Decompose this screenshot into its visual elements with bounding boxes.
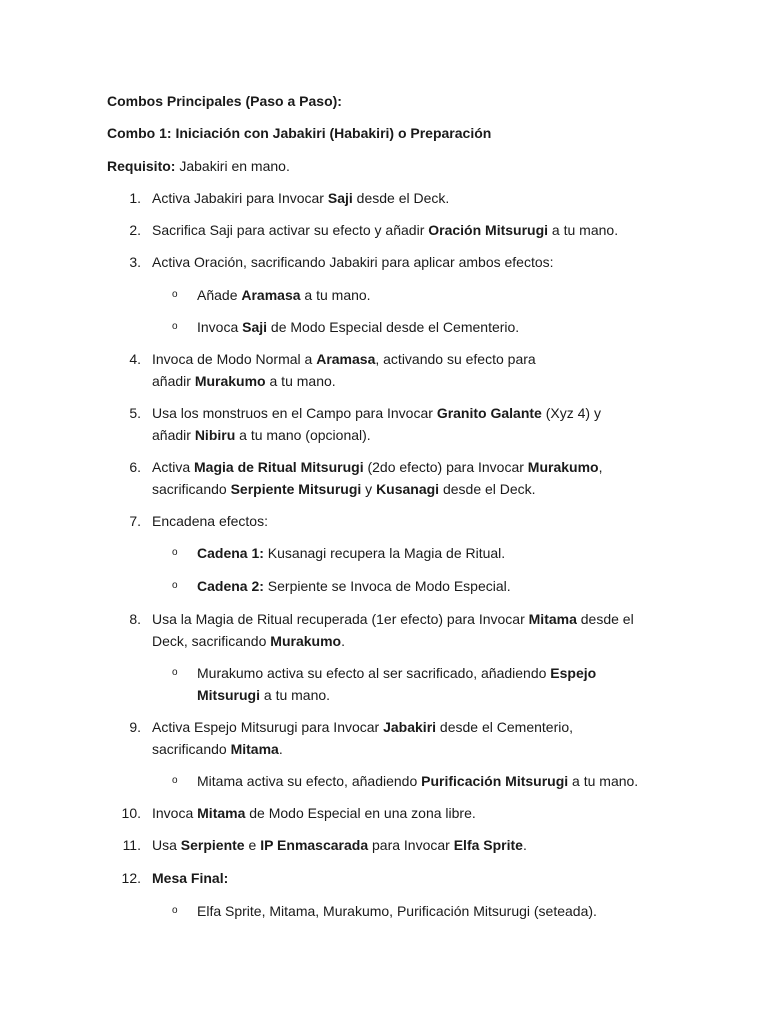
bold-term: Aramasa <box>241 287 301 303</box>
text-run: a tu mano. <box>260 687 331 703</box>
text-run: Invoca <box>197 319 243 335</box>
text-run: Serpiente se Invoca de Modo Especial. <box>263 578 511 594</box>
section-heading-text: Combos Principales (Paso a Paso): <box>107 93 342 109</box>
bold-term: Oración Mitsurugi <box>428 222 549 238</box>
text-run: para Invocar <box>368 837 454 853</box>
text-run: , activando su efecto para <box>375 351 536 367</box>
step-number: 12. <box>121 870 141 886</box>
step-text <box>197 770 667 792</box>
step-number: 2. <box>129 222 141 238</box>
text-run: Kusanagi recupera la Magia de Ritual. <box>263 545 506 561</box>
bullet-icon: o <box>172 667 178 678</box>
step-text <box>197 542 667 564</box>
bullet-icon: o <box>172 321 178 332</box>
text-run: y <box>361 481 377 497</box>
requirement-label: Requisito: <box>107 158 176 174</box>
step-text <box>197 316 667 338</box>
bold-term: Saji <box>242 319 268 335</box>
text-run: Encadena efectos: <box>152 513 268 529</box>
text-run: e <box>244 837 261 853</box>
bullet-icon: o <box>172 289 178 300</box>
requirement-line <box>107 155 658 177</box>
step-text <box>152 402 652 446</box>
step-number: 8. <box>129 611 141 627</box>
text-run: . <box>341 633 345 649</box>
text-run: Elfa Sprite, Mitama, Murakumo, Purificación Mitsurugi (seteada). <box>197 903 597 919</box>
text-run: a tu mano. <box>548 222 619 238</box>
text-run: Sacrifica Saji para activar su efecto y añadir <box>152 222 429 238</box>
bold-term: Nibiru <box>194 427 236 443</box>
text-run: Activa Espejo Mitsurugi para Invocar <box>152 719 384 735</box>
combo-title <box>107 122 658 144</box>
bold-term: Magia de Ritual Mitsurugi <box>194 459 364 475</box>
step-number: 5. <box>129 405 141 421</box>
bold-term: Espejo <box>550 665 597 681</box>
step-text <box>152 510 652 532</box>
text-run: Invoca <box>152 805 198 821</box>
text-run: Mitama activa su efecto, añadiendo <box>197 773 422 789</box>
step-text <box>152 251 652 273</box>
bold-term: Elfa Sprite <box>453 837 523 853</box>
step-text <box>152 187 652 209</box>
bold-term: Mitama <box>230 741 279 757</box>
bold-term: Serpiente <box>180 837 245 853</box>
step-text <box>152 219 652 241</box>
step-number: 4. <box>129 351 141 367</box>
bullet-icon: o <box>172 775 178 786</box>
step-number: 6. <box>129 459 141 475</box>
text-run: (2do efecto) para Invocar <box>363 459 528 475</box>
step-text <box>197 900 667 922</box>
bold-term: Mesa Final: <box>152 870 229 886</box>
step-text <box>152 608 652 652</box>
bold-term: Mitama <box>197 805 246 821</box>
step-number: 11. <box>122 837 141 853</box>
bold-term: Cadena 2: <box>197 578 264 594</box>
text-run: , <box>598 459 603 475</box>
text-run: de Modo Especial en una zona libre. <box>245 805 476 821</box>
step-text <box>152 834 652 856</box>
bold-term: IP Enmascarada <box>260 837 369 853</box>
step-number: 7. <box>129 513 141 529</box>
text-run: . <box>278 741 283 757</box>
bold-term: Murakumo <box>527 459 599 475</box>
bold-term: Murakumo <box>194 373 266 389</box>
bold-term: Murakumo <box>270 633 342 649</box>
bold-term: Mitama <box>528 611 577 627</box>
section-heading <box>107 90 658 112</box>
text-run: añadir <box>152 373 195 389</box>
bold-term: Mitsurugi <box>197 687 260 703</box>
text-run: Deck, sacrificando <box>152 633 271 649</box>
text-run: Añade <box>197 287 242 303</box>
step-text <box>197 662 667 706</box>
step-text <box>197 284 667 306</box>
step-text <box>152 456 652 500</box>
text-run: a tu mano (opcional). <box>235 427 371 443</box>
text-run: Activa Oración, sacrificando Jabakiri para aplicar ambos efectos: <box>152 254 554 270</box>
text-run: añadir <box>152 427 195 443</box>
text-run: desde el <box>576 611 634 627</box>
step-text <box>152 802 652 824</box>
step-text <box>152 716 652 760</box>
text-run: (Xyz 4) y <box>541 405 601 421</box>
combo-title-text: Combo 1: Iniciación con Jabakiri (Habakiri) o Preparación <box>107 125 492 141</box>
text-run: a tu mano. <box>300 287 371 303</box>
bold-term: Cadena 1: <box>197 545 264 561</box>
step-number: 9. <box>129 719 141 735</box>
bullet-icon: o <box>172 905 178 916</box>
step-number: 1. <box>129 190 141 206</box>
requirement-text: Jabakiri en mano. <box>175 158 290 174</box>
step-text <box>197 575 667 597</box>
step-text <box>152 348 652 392</box>
text-run: sacrificando <box>152 741 231 757</box>
text-run: Activa Jabakiri para Invocar <box>152 190 328 206</box>
bullet-icon: o <box>172 547 178 558</box>
text-run: Usa la Magia de Ritual recuperada (1er efecto) para Invocar <box>152 611 529 627</box>
bold-term: Aramasa <box>316 351 376 367</box>
text-run: de Modo Especial desde el Cementerio. <box>267 319 520 335</box>
bullet-icon: o <box>172 580 178 591</box>
text-run: . <box>522 837 527 853</box>
text-run: Murakumo activa su efecto al ser sacrificado, añadiendo <box>197 665 551 681</box>
text-run: a tu mano. <box>568 773 639 789</box>
step-number: 3. <box>129 254 141 270</box>
text-run: Usa <box>152 837 181 853</box>
bold-term: Serpiente Mitsurugi <box>230 481 362 497</box>
bold-term: Granito Galante <box>436 405 542 421</box>
step-text <box>152 867 652 889</box>
text-run: sacrificando <box>152 481 231 497</box>
text-run: desde el Cementerio, <box>436 719 574 735</box>
bold-term: Purificación Mitsurugi <box>421 773 569 789</box>
bold-term: Saji <box>327 190 353 206</box>
bold-term: Kusanagi <box>376 481 440 497</box>
text-run: Invoca de Modo Normal a <box>152 351 317 367</box>
text-run: Activa <box>152 459 195 475</box>
step-number: 10. <box>121 805 141 821</box>
text-run: Usa los monstruos en el Campo para Invocar <box>152 405 437 421</box>
text-run: desde el Deck. <box>439 481 536 497</box>
text-run: desde el Deck. <box>352 190 450 206</box>
text-run: a tu mano. <box>265 373 336 389</box>
bold-term: Jabakiri <box>383 719 437 735</box>
